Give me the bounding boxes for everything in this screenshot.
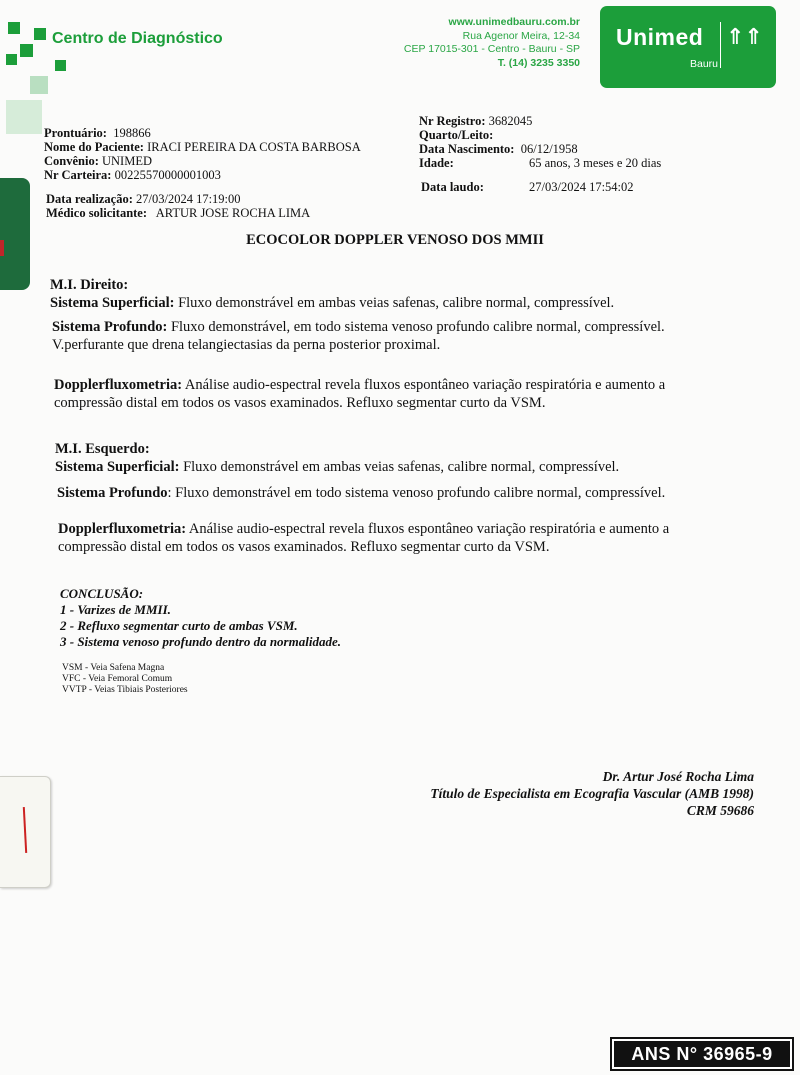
conclusion-heading: CONCLUSÃO: [60, 586, 144, 601]
unimed-logo-city: Bauru [690, 58, 719, 70]
unimed-logo [600, 6, 776, 88]
carteira-row: Nr Carteira: 00225570000001003 [44, 168, 221, 182]
right-leg-heading: M.I. Direito: [50, 277, 129, 293]
right-doppler: Dopplerfluxometria: Análise audio-espectral revela fluxos espontâneo variação respiratória e aumento a compressão distal em todos os vasos examinados. Refluxo segmentar curto da VSM. [54, 377, 666, 411]
patient-info-right [419, 114, 661, 170]
abbreviations [62, 663, 188, 696]
left-doppler: Dopplerfluxometria: Análise audio-espectral revela fluxos espontâneo variação respiratória e aumento a compressão distal em todos os vasos examinados. Refluxo segmentar curto da VSM. [58, 521, 670, 555]
abbreviation-item: VVTP - Veias Tibiais Posteriores [62, 685, 188, 695]
quarto-row: Quarto/Leito: [419, 128, 494, 142]
idade-row: Idade: 65 anos, 3 meses e 20 dias [419, 156, 662, 170]
abbreviation-item: VFC - Veia Femoral Comum [62, 674, 173, 684]
prontuario-row: Prontuário: 198866 [44, 126, 151, 140]
ans-registration: ANS N° 36965-9 [610, 1037, 794, 1071]
report-title: ECOCOLOR DOPPLER VENOSO DOS MMII [246, 232, 544, 248]
exam-info [46, 192, 310, 220]
nascimento-row: Data Nascimento: 06/12/1958 [419, 142, 578, 156]
medico-row: Médico solicitante: ARTUR JOSE ROCHA LIMA [46, 206, 311, 220]
signature-block [430, 768, 754, 819]
conclusion-item: 1 - Varizes de MMII. [60, 602, 171, 617]
data-realizacao-row: Data realização: 27/03/2024 17:19:00 [46, 192, 241, 206]
conclusion [60, 586, 341, 650]
center-name: Centro de Diagnóstico [52, 30, 223, 47]
left-superficial: Sistema Superficial: Fluxo demonstrável em ambas veias safenas, calibre normal, compressível. [55, 459, 620, 475]
laudo-row: Data laudo: 27/03/2024 17:54:02 [421, 180, 634, 194]
registro-row: Nr Registro: 3682045 [419, 114, 533, 128]
conclusion-item: 2 - Refluxo segmentar curto de ambas VSM. [60, 618, 298, 633]
unimed-logo-divider [720, 22, 721, 68]
right-superficial: Sistema Superficial: Fluxo demonstrável em ambas veias safenas, calibre normal, compressível. [50, 295, 615, 311]
abbreviation-item: VSM - Veia Safena Magna [62, 663, 165, 673]
unimed-logo-name: Unimed [616, 24, 704, 50]
red-pen-mark [23, 807, 27, 853]
contact-block [404, 16, 580, 70]
right-deep: Sistema Profundo: Fluxo demonstrável, em todo sistema venoso profundo calibre normal, compressível. V.perfurante que drena telangiectasias da perna posterior proximal. [52, 319, 665, 353]
right-leg-section [50, 276, 614, 312]
website: www.unimedbauru.com.br [448, 16, 580, 28]
conclusion-item: 3 - Sistema venoso profundo dentro da normalidade. [60, 634, 341, 649]
phone: T. (14) 3235 3350 [497, 56, 580, 69]
address-line2: CEP 17015-301 - Centro - Bauru - SP [403, 43, 580, 55]
address-line1: Rua Agenor Meira, 12-34 [462, 29, 580, 42]
unimed-tree-icon: ⇑⇑ [726, 24, 763, 49]
left-leg-heading: M.I. Esquerdo: [55, 441, 150, 457]
signature-name: Dr. Artur José Rocha Lima [602, 769, 754, 784]
signature-crm: CRM 59686 [686, 803, 754, 818]
sticky-note [0, 776, 51, 888]
left-leg-section [55, 440, 619, 476]
patient-info-left [44, 126, 361, 182]
patient-name-row: Nome do Paciente: IRACI PEREIRA DA COSTA BARBOSA [44, 140, 361, 154]
convenio-row: Convênio: UNIMED [44, 154, 152, 168]
signature-title: Título de Especialista em Ecografia Vascular (AMB 1998) [430, 786, 754, 801]
left-deep: Sistema Profundo: Fluxo demonstrável em todo sistema venoso profundo calibre normal, compressível. [57, 485, 666, 501]
